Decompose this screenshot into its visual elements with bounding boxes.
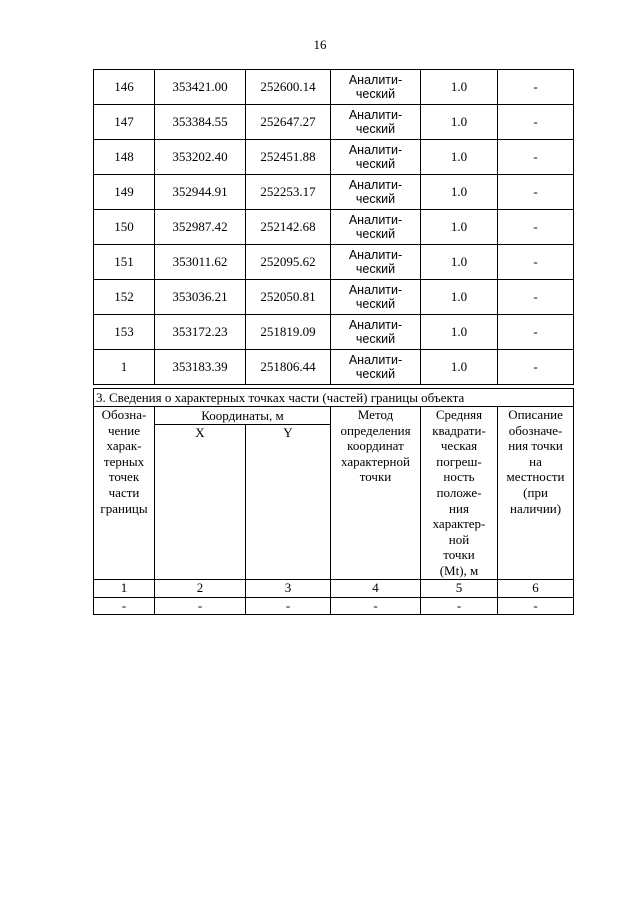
method-line: ческий: [355, 367, 396, 381]
description-cell: -: [498, 140, 574, 175]
y-coordinate-cell: 252451.88: [246, 140, 331, 175]
points-table: [93, 69, 574, 385]
section3-header-row-1: [94, 407, 574, 425]
header-description: Описание обозначе- ния точки на местности (при наличии): [498, 407, 574, 580]
method-line: Аналити-: [348, 318, 403, 332]
description-cell: -: [498, 105, 574, 140]
method-cell: [331, 280, 421, 315]
point-number-cell: 152: [94, 280, 155, 315]
table-row: [94, 280, 574, 315]
y-coordinate-cell: 252647.27: [246, 105, 331, 140]
section3-values-row: [94, 597, 574, 614]
x-coordinate-cell: 353036.21: [155, 280, 246, 315]
point-number-cell: 1: [94, 350, 155, 385]
method-line: Аналити-: [348, 73, 403, 87]
x-coordinate-cell: 353183.39: [155, 350, 246, 385]
x-coordinate-cell: 353421.00: [155, 70, 246, 105]
column-number: 1: [94, 579, 155, 597]
y-coordinate-cell: 252050.81: [246, 280, 331, 315]
point-number-cell: 150: [94, 210, 155, 245]
section3-caption-row: [94, 389, 574, 407]
x-coordinate-cell: 353172.23: [155, 315, 246, 350]
accuracy-cell: 1.0: [421, 140, 498, 175]
method-cell: [331, 140, 421, 175]
method-line: Аналити-: [348, 248, 403, 262]
column-number: 2: [155, 579, 246, 597]
method-line: Аналити-: [348, 283, 403, 297]
table-row: [94, 70, 574, 105]
description-cell: -: [498, 315, 574, 350]
method-cell: [331, 70, 421, 105]
table-row: [94, 175, 574, 210]
x-coordinate-cell: 353384.55: [155, 105, 246, 140]
method-line: Аналити-: [348, 353, 403, 367]
header-method: Метод определения координат характерной точки: [331, 407, 421, 580]
x-coordinate-cell: 353202.40: [155, 140, 246, 175]
method-line: Аналити-: [348, 213, 403, 227]
method-line: ческий: [355, 87, 396, 101]
method-line: ческий: [355, 192, 396, 206]
section3-table: [93, 388, 574, 615]
header-y: Y: [246, 425, 331, 580]
description-cell: -: [498, 175, 574, 210]
table-row: [94, 350, 574, 385]
description-cell: -: [498, 280, 574, 315]
header-designation: Обозна- чение харак- терных точек части границы: [94, 407, 155, 580]
method-line: Аналити-: [348, 143, 403, 157]
point-number-cell: 148: [94, 140, 155, 175]
point-number-cell: 153: [94, 315, 155, 350]
method-cell: [331, 210, 421, 245]
accuracy-cell: 1.0: [421, 280, 498, 315]
method-cell: [331, 350, 421, 385]
description-cell: -: [498, 350, 574, 385]
section3-column-numbers-row: [94, 579, 574, 597]
column-number: 6: [498, 579, 574, 597]
description-cell: -: [498, 210, 574, 245]
method-cell: [331, 245, 421, 280]
y-coordinate-cell: 252095.62: [246, 245, 331, 280]
method-line: Аналити-: [348, 108, 403, 122]
method-line: Аналити-: [348, 178, 403, 192]
table-row: [94, 105, 574, 140]
method-cell: [331, 175, 421, 210]
section3-caption: 3. Сведения о характерных точках части (частей) границы объекта: [94, 389, 574, 407]
value-cell: -: [498, 597, 574, 614]
x-coordinate-cell: 352944.91: [155, 175, 246, 210]
description-cell: -: [498, 70, 574, 105]
column-number: 4: [331, 579, 421, 597]
header-accuracy: Средняя квадрати- ческая погреш- ность положе- ния характер- ной точки (Mt), м: [421, 407, 498, 580]
value-cell: -: [246, 597, 331, 614]
header-x: X: [155, 425, 246, 580]
y-coordinate-cell: 251819.09: [246, 315, 331, 350]
method-cell: [331, 105, 421, 140]
point-number-cell: 151: [94, 245, 155, 280]
y-coordinate-cell: 251806.44: [246, 350, 331, 385]
x-coordinate-cell: 352987.42: [155, 210, 246, 245]
accuracy-cell: 1.0: [421, 105, 498, 140]
value-cell: -: [94, 597, 155, 614]
column-number: 5: [421, 579, 498, 597]
method-line: ческий: [355, 332, 396, 346]
table-row: [94, 315, 574, 350]
point-number-cell: 147: [94, 105, 155, 140]
y-coordinate-cell: 252253.17: [246, 175, 331, 210]
value-cell: -: [155, 597, 246, 614]
y-coordinate-cell: 252142.68: [246, 210, 331, 245]
accuracy-cell: 1.0: [421, 210, 498, 245]
method-line: ческий: [355, 157, 396, 171]
table-row: [94, 140, 574, 175]
y-coordinate-cell: 252600.14: [246, 70, 331, 105]
method-line: ческий: [355, 297, 396, 311]
accuracy-cell: 1.0: [421, 245, 498, 280]
accuracy-cell: 1.0: [421, 315, 498, 350]
accuracy-cell: 1.0: [421, 350, 498, 385]
value-cell: -: [421, 597, 498, 614]
method-cell: [331, 315, 421, 350]
accuracy-cell: 1.0: [421, 70, 498, 105]
point-number-cell: 146: [94, 70, 155, 105]
method-line: ческий: [355, 262, 396, 276]
x-coordinate-cell: 353011.62: [155, 245, 246, 280]
page-number: 16: [313, 37, 327, 52]
accuracy-cell: 1.0: [421, 175, 498, 210]
value-cell: -: [331, 597, 421, 614]
method-line: ческий: [355, 227, 396, 241]
description-cell: -: [498, 245, 574, 280]
method-line: ческий: [355, 122, 396, 136]
table-row: [94, 210, 574, 245]
column-number: 3: [246, 579, 331, 597]
table-row: [94, 245, 574, 280]
point-number-cell: 149: [94, 175, 155, 210]
header-coordinates: Координаты, м: [155, 407, 331, 425]
